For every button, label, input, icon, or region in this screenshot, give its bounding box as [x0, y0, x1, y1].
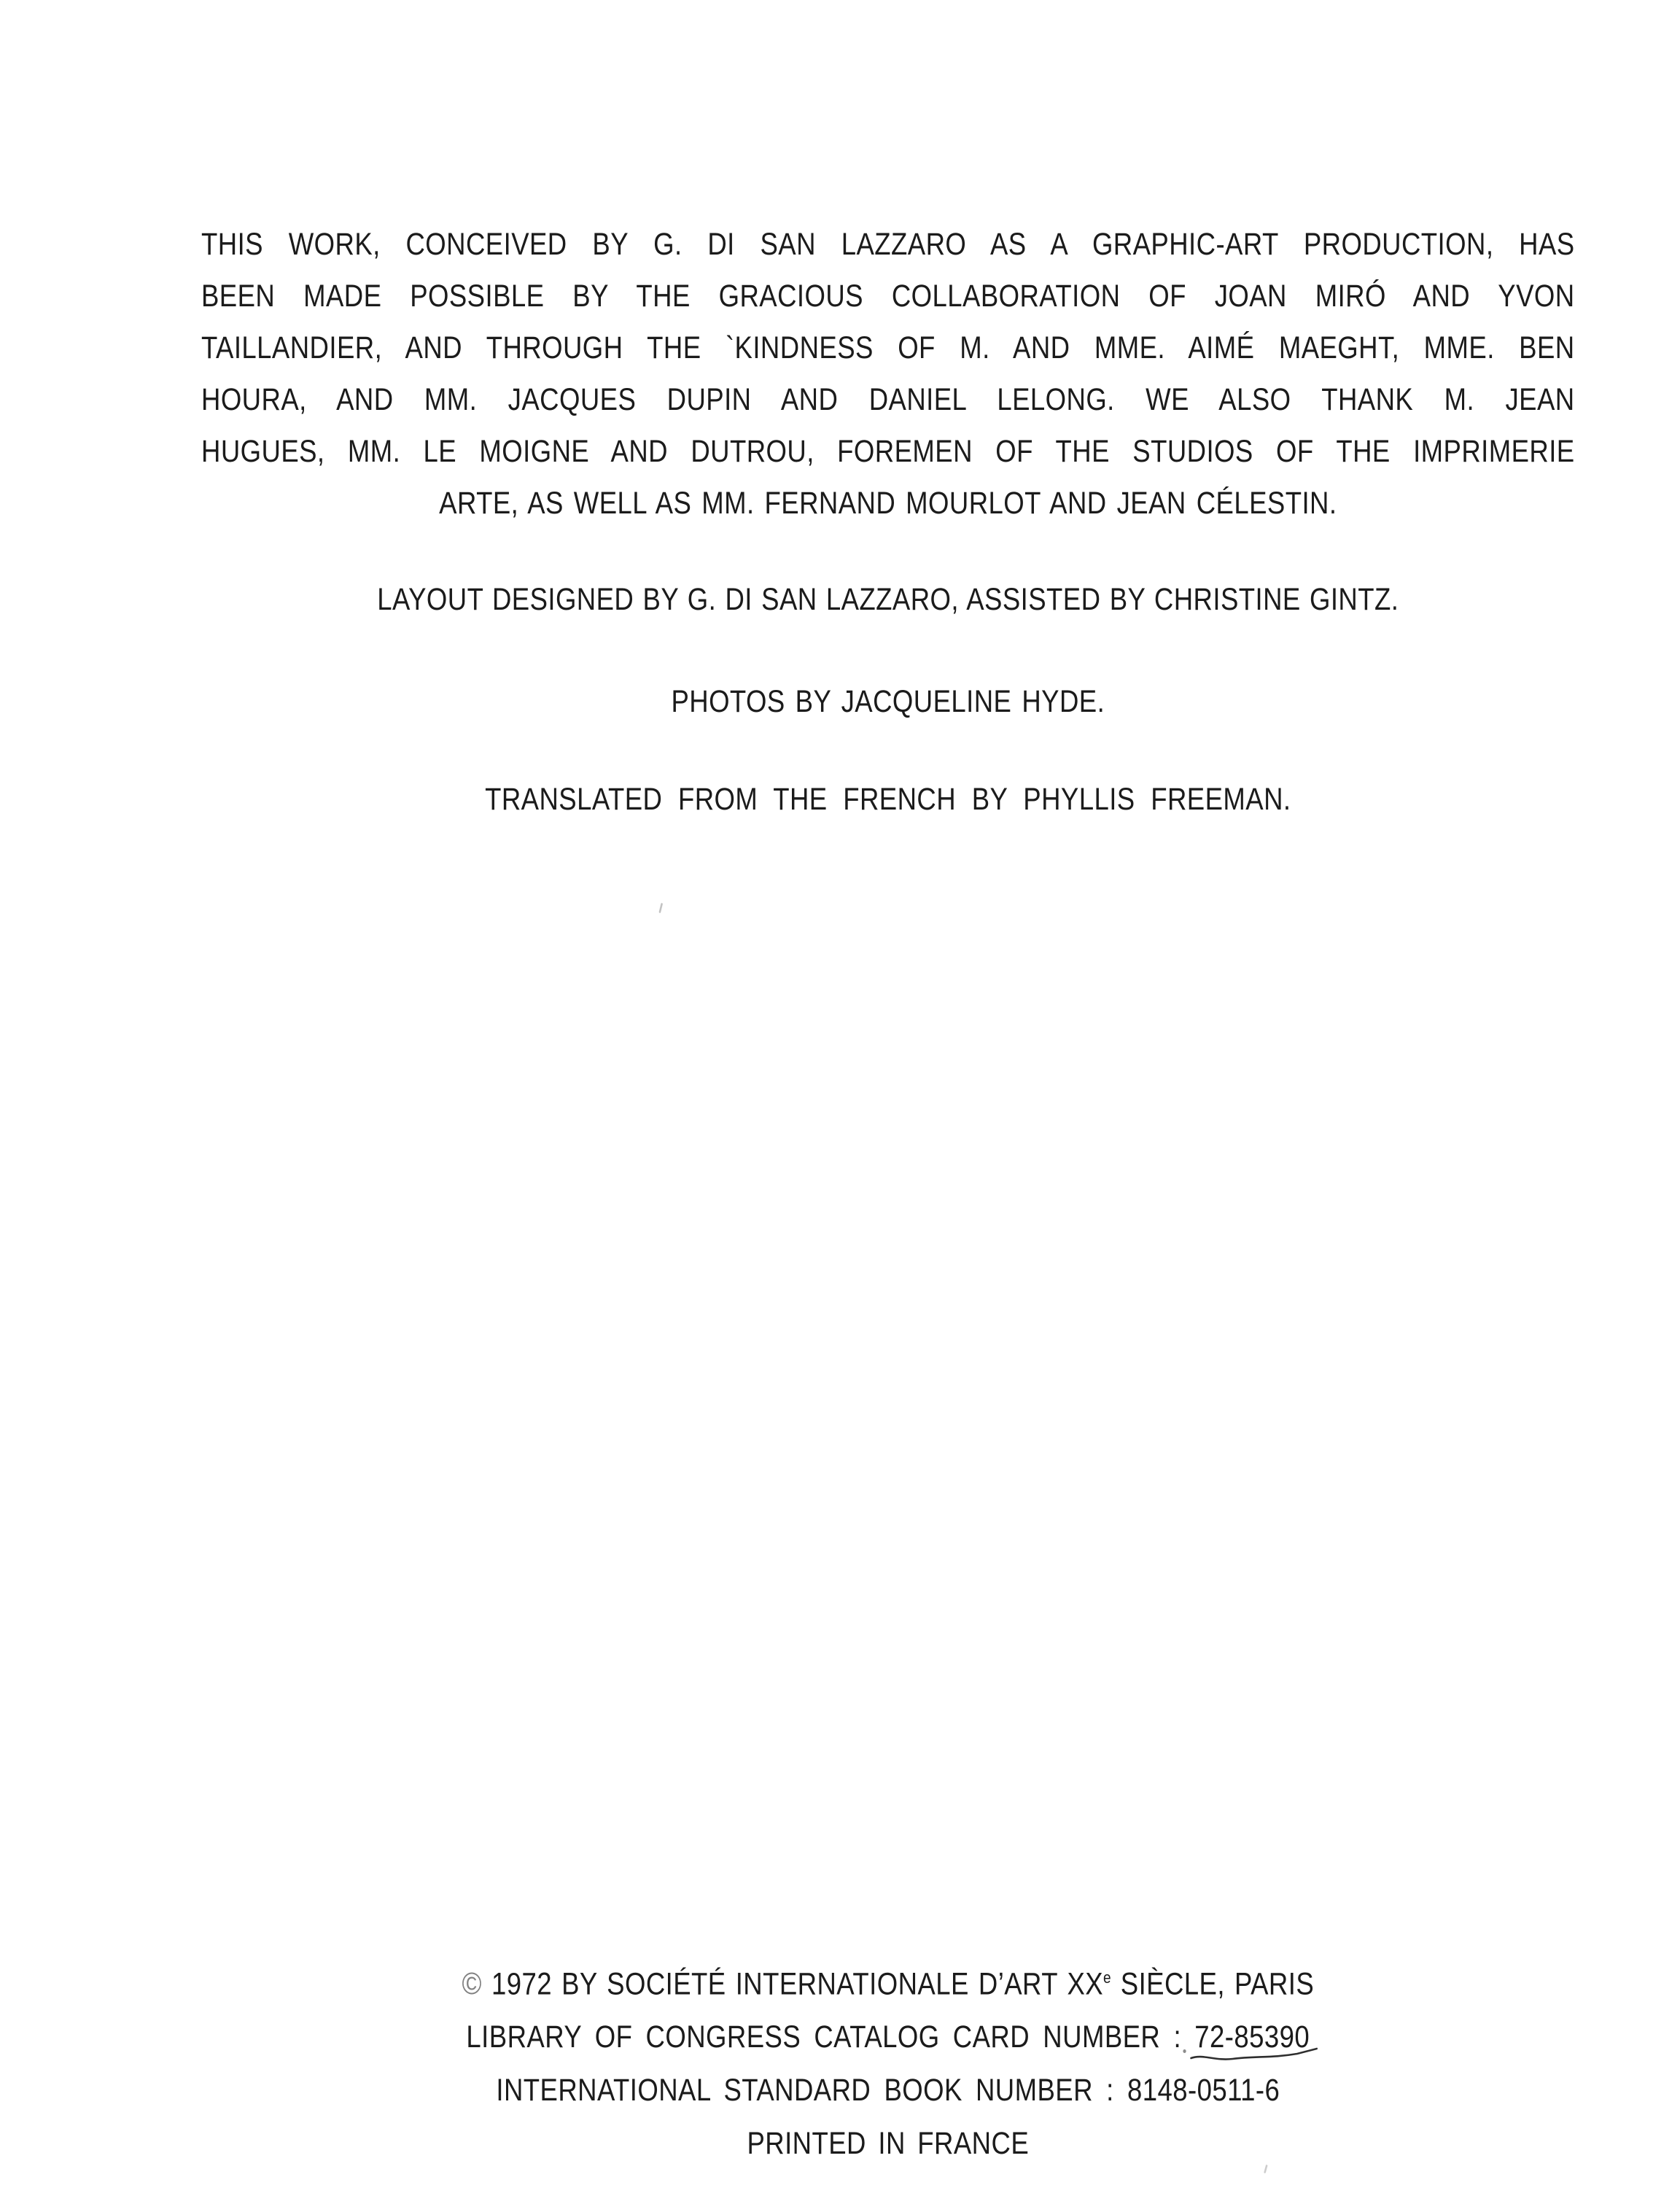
photos-credit-line: PHOTOS BY JACQUELINE HYDE. [671, 684, 1105, 719]
copyright-text: 1972 BY SOCIÉTÉ INTERNATIONALE D’ART XX [491, 1966, 1104, 2002]
printed-in-france-line: PRINTED IN FRANCE [747, 2126, 1030, 2162]
copyright-line [201, 1951, 1575, 2011]
acknowledgment-line: HUGUES, MM. LE MOIGNE AND DUTROU, FOREMEN OF THE STUDIOS OF THE IMPRIMERIE [201, 434, 1575, 469]
acknowledgment-paragraph [201, 219, 1575, 529]
acknowledgment-line: THIS WORK, CONCEIVED BY G. DI SAN LAZZARO AS A GRAPHIC-ART PRODUCTION, HAS [201, 227, 1575, 262]
isbn-line: INTERNATIONAL STANDARD BOOK NUMBER : 8148-0511-6 [496, 2073, 1280, 2108]
acknowledgment-line: TAILLANDIER, AND THROUGH THE `KINDNESS OF M. AND MME. AIMÉ MAEGHT, MME. BEN [201, 330, 1575, 365]
library-card-label: LIBRARY OF CONGRESS CATALOG CARD NUMBER : [466, 2019, 1182, 2055]
century-superscript: e [1103, 1968, 1111, 1987]
acknowledgment-line-last: ARTE, AS WELL AS MM. FERNAND MOURLOT AND JEAN CÉLESTIN. [439, 486, 1337, 521]
layout-credit-line: LAYOUT DESIGNED BY G. DI SAN LAZZARO, ASSISTED BY CHRISTINE GINTZ. [377, 582, 1399, 617]
colophon-block [201, 1951, 1575, 2170]
copyright-text-suffix: SIÈCLE, PARIS [1120, 1966, 1315, 2002]
stray-ink-mark [658, 903, 663, 913]
library-of-congress-line [201, 2011, 1575, 2064]
library-card-number [1194, 2011, 1310, 2064]
copyright-symbol: © [462, 1966, 482, 2002]
translation-credit-line: TRANSLATED FROM THE FRENCH BY PHYLLIS FREEMAN. [485, 782, 1291, 817]
page-text-block [201, 219, 1575, 2188]
library-card-number-text: 72-85390 [1194, 2019, 1310, 2055]
acknowledgment-line: HOURA, AND MM. JACQUES DUPIN AND DANIEL LELONG. WE ALSO THANK M. JEAN [201, 382, 1575, 417]
acknowledgment-line: BEEN MADE POSSIBLE BY THE GRACIOUS COLLABORATION OF JOAN MIRÓ AND YVON [201, 279, 1575, 314]
pen-dot-mark [1183, 2049, 1186, 2053]
